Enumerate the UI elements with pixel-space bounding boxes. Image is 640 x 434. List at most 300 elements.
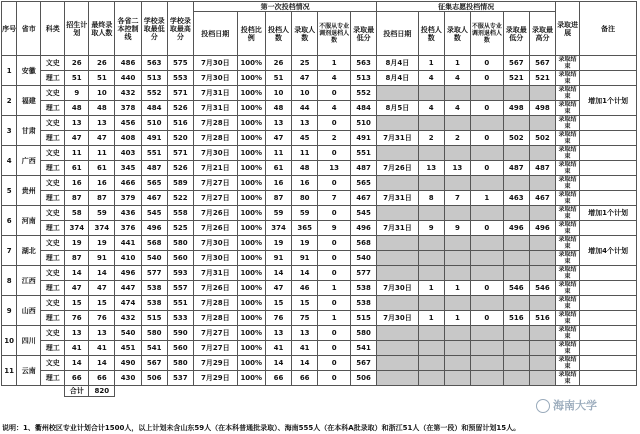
cell-final: 10 xyxy=(89,86,115,101)
cell-fadmit: 91 xyxy=(292,251,318,266)
cell-sadmit xyxy=(444,86,470,101)
cell-plan: 9 xyxy=(65,86,89,101)
cell-smin: 467 xyxy=(141,191,167,206)
cell-fadmit: 16 xyxy=(292,176,318,191)
cell-plan: 14 xyxy=(65,356,89,371)
cell-smin: 538 xyxy=(141,281,167,296)
cell-sreject: 0 xyxy=(471,161,504,176)
cell-smin2: 463 xyxy=(503,191,529,206)
cell-rem xyxy=(580,146,637,161)
cell-smin: 540 xyxy=(141,251,167,266)
cell-seq: 9 xyxy=(2,296,17,326)
cell-freject: 0 xyxy=(318,86,351,101)
cell-smax2: 467 xyxy=(529,191,555,206)
cell-tier: 496 xyxy=(115,266,141,281)
cell-sdate xyxy=(377,86,418,101)
cell-fratio: 100% xyxy=(237,206,265,221)
cell-smin2 xyxy=(503,236,529,251)
cell-rem xyxy=(580,281,637,296)
cell-fratio: 100% xyxy=(237,221,265,236)
cell-sadmit xyxy=(444,296,470,311)
cell-fmin: 545 xyxy=(351,206,377,221)
cell-fmin: 567 xyxy=(351,356,377,371)
cell-rem xyxy=(580,161,637,176)
table-row xyxy=(2,371,637,386)
cell-scount xyxy=(418,236,444,251)
cell-prog: 录取结束 xyxy=(556,326,580,341)
cell-tier: 486 xyxy=(115,56,141,71)
cell-rem xyxy=(580,131,637,146)
cell-fcount: 59 xyxy=(265,206,291,221)
cell-smax: 551 xyxy=(167,296,193,311)
header-remarks: 备注 xyxy=(580,2,637,56)
cell-fratio: 100% xyxy=(237,371,265,386)
cell-prog: 录取结束 xyxy=(556,341,580,356)
table-row xyxy=(2,221,637,236)
cell-smax: 520 xyxy=(167,131,193,146)
cell-smin: 568 xyxy=(141,236,167,251)
cell-subj: 文史 xyxy=(41,86,65,101)
cell-sreject xyxy=(471,146,504,161)
table-row xyxy=(2,326,637,341)
cell-smax2: 496 xyxy=(529,221,555,236)
cell-sadmit: 2 xyxy=(444,131,470,146)
cell-smax2: 567 xyxy=(529,56,555,71)
cell-scount xyxy=(418,296,444,311)
cell-rem xyxy=(580,311,637,326)
cell-sreject: 0 xyxy=(471,131,504,146)
cell-scount xyxy=(418,341,444,356)
cell-prog: 录取结束 xyxy=(556,251,580,266)
cell-smax2 xyxy=(529,251,555,266)
cell-smin2 xyxy=(503,296,529,311)
cell-prog: 录取结束 xyxy=(556,356,580,371)
header-school-max: 学校录取最高分 xyxy=(167,2,193,56)
cell-prog: 录取结束 xyxy=(556,146,580,161)
cell-smin2 xyxy=(503,251,529,266)
cell-freject: 1 xyxy=(318,56,351,71)
cell-sadmit: 9 xyxy=(444,221,470,236)
cell-sadmit: 1 xyxy=(444,281,470,296)
cell-freject: 1 xyxy=(318,281,351,296)
cell-sdate xyxy=(377,341,418,356)
cell-fratio: 100% xyxy=(237,266,265,281)
cell-sdate xyxy=(377,371,418,386)
cell-fcount: 14 xyxy=(265,356,291,371)
cell-fadmit: 44 xyxy=(292,101,318,116)
cell-fratio: 100% xyxy=(237,281,265,296)
cell-smin: 551 xyxy=(141,146,167,161)
table-row xyxy=(2,236,637,251)
cell-rem xyxy=(580,266,637,281)
cell-freject: 0 xyxy=(318,371,351,386)
header-progress: 录取进展 xyxy=(556,2,580,56)
cell-prog: 录取结束 xyxy=(556,221,580,236)
cell-smin: 577 xyxy=(141,266,167,281)
table-row xyxy=(2,101,637,116)
cell-sadmit xyxy=(444,251,470,266)
cell-smin2 xyxy=(503,326,529,341)
header-subject: 科类 xyxy=(41,2,65,56)
cell-rem xyxy=(580,176,637,191)
cell-scount: 4 xyxy=(418,101,444,116)
cell-smin: 580 xyxy=(141,326,167,341)
cell-plan: 66 xyxy=(65,371,89,386)
cell-tier: 403 xyxy=(115,146,141,161)
cell-sadmit: 4 xyxy=(444,101,470,116)
header-second-date: 投档日期 xyxy=(377,12,418,56)
cell-fadmit: 13 xyxy=(292,116,318,131)
cell-fadmit: 365 xyxy=(292,221,318,236)
cell-smin: 567 xyxy=(141,356,167,371)
cell-freject: 4 xyxy=(318,101,351,116)
cell-sadmit xyxy=(444,116,470,131)
cell-smax: 526 xyxy=(167,161,193,176)
cell-freject: 0 xyxy=(318,176,351,191)
cell-tier: 436 xyxy=(115,206,141,221)
cell-fcount: 47 xyxy=(265,281,291,296)
cell-fdate: 7月27日 xyxy=(193,341,237,356)
cell-freject: 0 xyxy=(318,326,351,341)
cell-smax: 571 xyxy=(167,86,193,101)
cell-sreject xyxy=(471,176,504,191)
cell-fadmit: 47 xyxy=(292,71,318,86)
cell-plan: 13 xyxy=(65,326,89,341)
cell-rem xyxy=(580,296,637,311)
cell-subj: 文史 xyxy=(41,176,65,191)
cell-tier: 408 xyxy=(115,131,141,146)
cell-smin: 563 xyxy=(141,56,167,71)
cell-prog: 录取结束 xyxy=(556,206,580,221)
cell-seq: 6 xyxy=(2,206,17,236)
cell-plan: 26 xyxy=(65,56,89,71)
cell-fadmit: 48 xyxy=(292,161,318,176)
header-second-count: 投档人数 xyxy=(418,12,444,56)
cell-fdate: 7月30日 xyxy=(193,236,237,251)
cell-fdate: 7月31日 xyxy=(193,86,237,101)
footnote: 说明：1、衢州校区专业计划合计1500人，以上计划未含山东59人（在本科普通批录取）、海南555人（在本科A批录取）和浙江51人（在第一段）和预留计划15人。 xyxy=(2,424,521,432)
table-row xyxy=(2,176,637,191)
cell-fadmit: 19 xyxy=(292,236,318,251)
cell-prov: 四川 xyxy=(17,326,41,356)
cell-smax2 xyxy=(529,356,555,371)
cell-tier: 540 xyxy=(115,326,141,341)
cell-scount xyxy=(418,371,444,386)
cell-prov: 安徽 xyxy=(17,56,41,86)
cell-fratio: 100% xyxy=(237,296,265,311)
cell-fmin: 513 xyxy=(351,71,377,86)
cell-final: 11 xyxy=(89,146,115,161)
cell-smax: 560 xyxy=(167,251,193,266)
cell-rem xyxy=(580,221,637,236)
table-row xyxy=(2,146,637,161)
cell-fadmit: 14 xyxy=(292,356,318,371)
cell-scount xyxy=(418,176,444,191)
table-row xyxy=(2,296,637,311)
cell-sadmit xyxy=(444,326,470,341)
cell-sdate xyxy=(377,146,418,161)
cell-sadmit xyxy=(444,206,470,221)
cell-seq: 10 xyxy=(2,326,17,356)
cell-sreject: 0 xyxy=(471,221,504,236)
cell-sdate: 7月30日 xyxy=(377,311,418,326)
cell-smin2: 567 xyxy=(503,56,529,71)
cell-plan: 61 xyxy=(65,161,89,176)
cell-plan: 47 xyxy=(65,281,89,296)
cell-scount xyxy=(418,146,444,161)
cell-sreject: 0 xyxy=(471,311,504,326)
cell-plan: 48 xyxy=(65,101,89,116)
cell-smax: 560 xyxy=(167,341,193,356)
cell-sadmit: 4 xyxy=(444,71,470,86)
cell-fadmit: 14 xyxy=(292,266,318,281)
cell-plan: 76 xyxy=(65,311,89,326)
header-first-ratio: 投档比例 xyxy=(237,12,265,56)
cell-smax: 558 xyxy=(167,206,193,221)
cell-sreject xyxy=(471,326,504,341)
cell-sadmit: 7 xyxy=(444,191,470,206)
cell-sreject xyxy=(471,341,504,356)
cell-sdate xyxy=(377,206,418,221)
cell-freject: 7 xyxy=(318,191,351,206)
cell-fmin: 467 xyxy=(351,191,377,206)
cell-fratio: 100% xyxy=(237,56,265,71)
cell-smin2: 498 xyxy=(503,101,529,116)
cell-rem xyxy=(580,56,637,71)
cell-smin2 xyxy=(503,116,529,131)
cell-smax: 580 xyxy=(167,356,193,371)
cell-tier: 456 xyxy=(115,116,141,131)
cell-smax2 xyxy=(529,296,555,311)
cell-smax2 xyxy=(529,116,555,131)
cell-freject: 4 xyxy=(318,71,351,86)
cell-fadmit: 11 xyxy=(292,146,318,161)
cell-subj: 理工 xyxy=(41,101,65,116)
total-row xyxy=(2,386,637,397)
header-final-admit: 最终录取人数 xyxy=(89,2,115,56)
cell-scount xyxy=(418,206,444,221)
cell-fcount: 76 xyxy=(265,311,291,326)
cell-fratio: 100% xyxy=(237,251,265,266)
cell-freject: 0 xyxy=(318,251,351,266)
cell-fcount: 10 xyxy=(265,86,291,101)
cell-plan: 58 xyxy=(65,206,89,221)
cell-sdate: 8月4日 xyxy=(377,71,418,86)
cell-subj: 文史 xyxy=(41,296,65,311)
cell-fmin: 568 xyxy=(351,236,377,251)
cell-plan: 11 xyxy=(65,146,89,161)
cell-fdate: 7月21日 xyxy=(193,161,237,176)
cell-smax2 xyxy=(529,341,555,356)
cell-fadmit: 15 xyxy=(292,296,318,311)
cell-sadmit: 1 xyxy=(444,56,470,71)
cell-smax2: 516 xyxy=(529,311,555,326)
cell-smin2 xyxy=(503,371,529,386)
cell-fdate: 7月30日 xyxy=(193,71,237,86)
cell-smax2: 498 xyxy=(529,101,555,116)
cell-sreject xyxy=(471,251,504,266)
cell-subj: 文史 xyxy=(41,236,65,251)
header-seq: 序号 xyxy=(2,2,17,56)
cell-freject: 0 xyxy=(318,146,351,161)
cell-fcount: 61 xyxy=(265,161,291,176)
cell-fmin: 538 xyxy=(351,296,377,311)
cell-seq: 4 xyxy=(2,146,17,176)
admission-table xyxy=(1,1,637,397)
cell-final: 66 xyxy=(89,371,115,386)
cell-sreject xyxy=(471,236,504,251)
table-row xyxy=(2,311,637,326)
table-row xyxy=(2,131,637,146)
cell-fdate: 7月27日 xyxy=(193,191,237,206)
cell-scount: 1 xyxy=(418,281,444,296)
cell-fdate: 7月30日 xyxy=(193,146,237,161)
cell-final: 47 xyxy=(89,281,115,296)
cell-final: 26 xyxy=(89,56,115,71)
cell-smin: 484 xyxy=(141,101,167,116)
header-first-reject: 不服从专业调剂退档人数 xyxy=(318,12,351,56)
cell-rem: 增加1个计划 xyxy=(580,206,637,221)
cell-fratio: 100% xyxy=(237,131,265,146)
cell-sdate: 7月31日 xyxy=(377,131,418,146)
cell-prov: 广西 xyxy=(17,146,41,176)
cell-final: 47 xyxy=(89,131,115,146)
cell-smax: 522 xyxy=(167,191,193,206)
table-row xyxy=(2,281,637,296)
cell-smax2 xyxy=(529,371,555,386)
cell-fadmit: 59 xyxy=(292,206,318,221)
cell-prog: 录取结束 xyxy=(556,176,580,191)
cell-smax2 xyxy=(529,236,555,251)
cell-fcount: 11 xyxy=(265,146,291,161)
cell-plan: 16 xyxy=(65,176,89,191)
cell-smax: 580 xyxy=(167,236,193,251)
header-first-count: 投档人数 xyxy=(265,12,291,56)
cell-tier: 447 xyxy=(115,281,141,296)
cell-prog: 录取结束 xyxy=(556,281,580,296)
cell-tier: 432 xyxy=(115,311,141,326)
cell-fcount: 13 xyxy=(265,116,291,131)
cell-tier: 379 xyxy=(115,191,141,206)
cell-scount xyxy=(418,326,444,341)
cell-fdate: 7月31日 xyxy=(193,266,237,281)
cell-scount: 9 xyxy=(418,221,444,236)
cell-plan: 15 xyxy=(65,296,89,311)
cell-subj: 理工 xyxy=(41,131,65,146)
cell-scount: 2 xyxy=(418,131,444,146)
cell-fratio: 100% xyxy=(237,176,265,191)
cell-scount xyxy=(418,356,444,371)
cell-freject: 0 xyxy=(318,116,351,131)
cell-final: 87 xyxy=(89,191,115,206)
cell-scount xyxy=(418,86,444,101)
cell-plan: 374 xyxy=(65,221,89,236)
cell-sadmit xyxy=(444,371,470,386)
cell-smin: 506 xyxy=(141,371,167,386)
cell-fmin: 580 xyxy=(351,326,377,341)
cell-sreject xyxy=(471,356,504,371)
cell-prov: 山西 xyxy=(17,296,41,326)
cell-tier: 432 xyxy=(115,86,141,101)
table-row xyxy=(2,266,637,281)
cell-prog: 录取结束 xyxy=(556,86,580,101)
cell-final: 59 xyxy=(89,206,115,221)
cell-fmin: 552 xyxy=(351,86,377,101)
cell-rem xyxy=(580,371,637,386)
cell-sdate xyxy=(377,266,418,281)
cell-prog: 录取结束 xyxy=(556,191,580,206)
cell-fratio: 100% xyxy=(237,161,265,176)
cell-tier: 490 xyxy=(115,356,141,371)
cell-prog: 录取结束 xyxy=(556,161,580,176)
cell-fdate: 7月27日 xyxy=(193,326,237,341)
cell-final: 374 xyxy=(89,221,115,236)
cell-fcount: 91 xyxy=(265,251,291,266)
cell-subj: 理工 xyxy=(41,221,65,236)
cell-plan: 13 xyxy=(65,116,89,131)
cell-plan: 87 xyxy=(65,191,89,206)
cell-fdate: 7月27日 xyxy=(193,176,237,191)
header-first-min: 录取最低分 xyxy=(351,12,377,56)
cell-smax2 xyxy=(529,266,555,281)
cell-fcount: 51 xyxy=(265,71,291,86)
cell-fmin: 551 xyxy=(351,146,377,161)
cell-rem xyxy=(580,356,637,371)
cell-sreject xyxy=(471,266,504,281)
cell-prov: 江西 xyxy=(17,266,41,296)
cell-scount: 4 xyxy=(418,71,444,86)
cell-sadmit xyxy=(444,176,470,191)
cell-rem xyxy=(580,326,637,341)
cell-sreject xyxy=(471,86,504,101)
table-row xyxy=(2,56,637,71)
cell-seq: 3 xyxy=(2,116,17,146)
cell-smin2: 516 xyxy=(503,311,529,326)
cell-fadmit: 13 xyxy=(292,326,318,341)
cell-final: 19 xyxy=(89,236,115,251)
cell-fadmit: 46 xyxy=(292,281,318,296)
cell-fdate: 7月30日 xyxy=(193,56,237,71)
cell-fdate: 7月30日 xyxy=(193,251,237,266)
cell-smin2 xyxy=(503,176,529,191)
cell-fmin: 491 xyxy=(351,131,377,146)
cell-smin: 552 xyxy=(141,86,167,101)
cell-prog: 录取结束 xyxy=(556,101,580,116)
watermark-text: 海南大学 xyxy=(553,399,597,412)
cell-fcount: 87 xyxy=(265,191,291,206)
cell-smin: 515 xyxy=(141,311,167,326)
cell-fcount: 19 xyxy=(265,236,291,251)
cell-smin: 513 xyxy=(141,71,167,86)
cell-freject: 0 xyxy=(318,206,351,221)
header-second-admit: 录取人数 xyxy=(444,12,470,56)
cell-final: 76 xyxy=(89,311,115,326)
cell-smin: 545 xyxy=(141,206,167,221)
cell-scount: 8 xyxy=(418,191,444,206)
cell-sreject: 0 xyxy=(471,101,504,116)
cell-fcount: 13 xyxy=(265,326,291,341)
table-row xyxy=(2,206,637,221)
cell-freject: 0 xyxy=(318,296,351,311)
cell-fratio: 100% xyxy=(237,146,265,161)
cell-fadmit: 10 xyxy=(292,86,318,101)
header-second-reject: 不服从专业调剂退档人数 xyxy=(471,12,504,56)
cell-fratio: 100% xyxy=(237,311,265,326)
cell-scount: 1 xyxy=(418,56,444,71)
cell-smin2: 521 xyxy=(503,71,529,86)
cell-freject: 9 xyxy=(318,221,351,236)
table-row xyxy=(2,161,637,176)
